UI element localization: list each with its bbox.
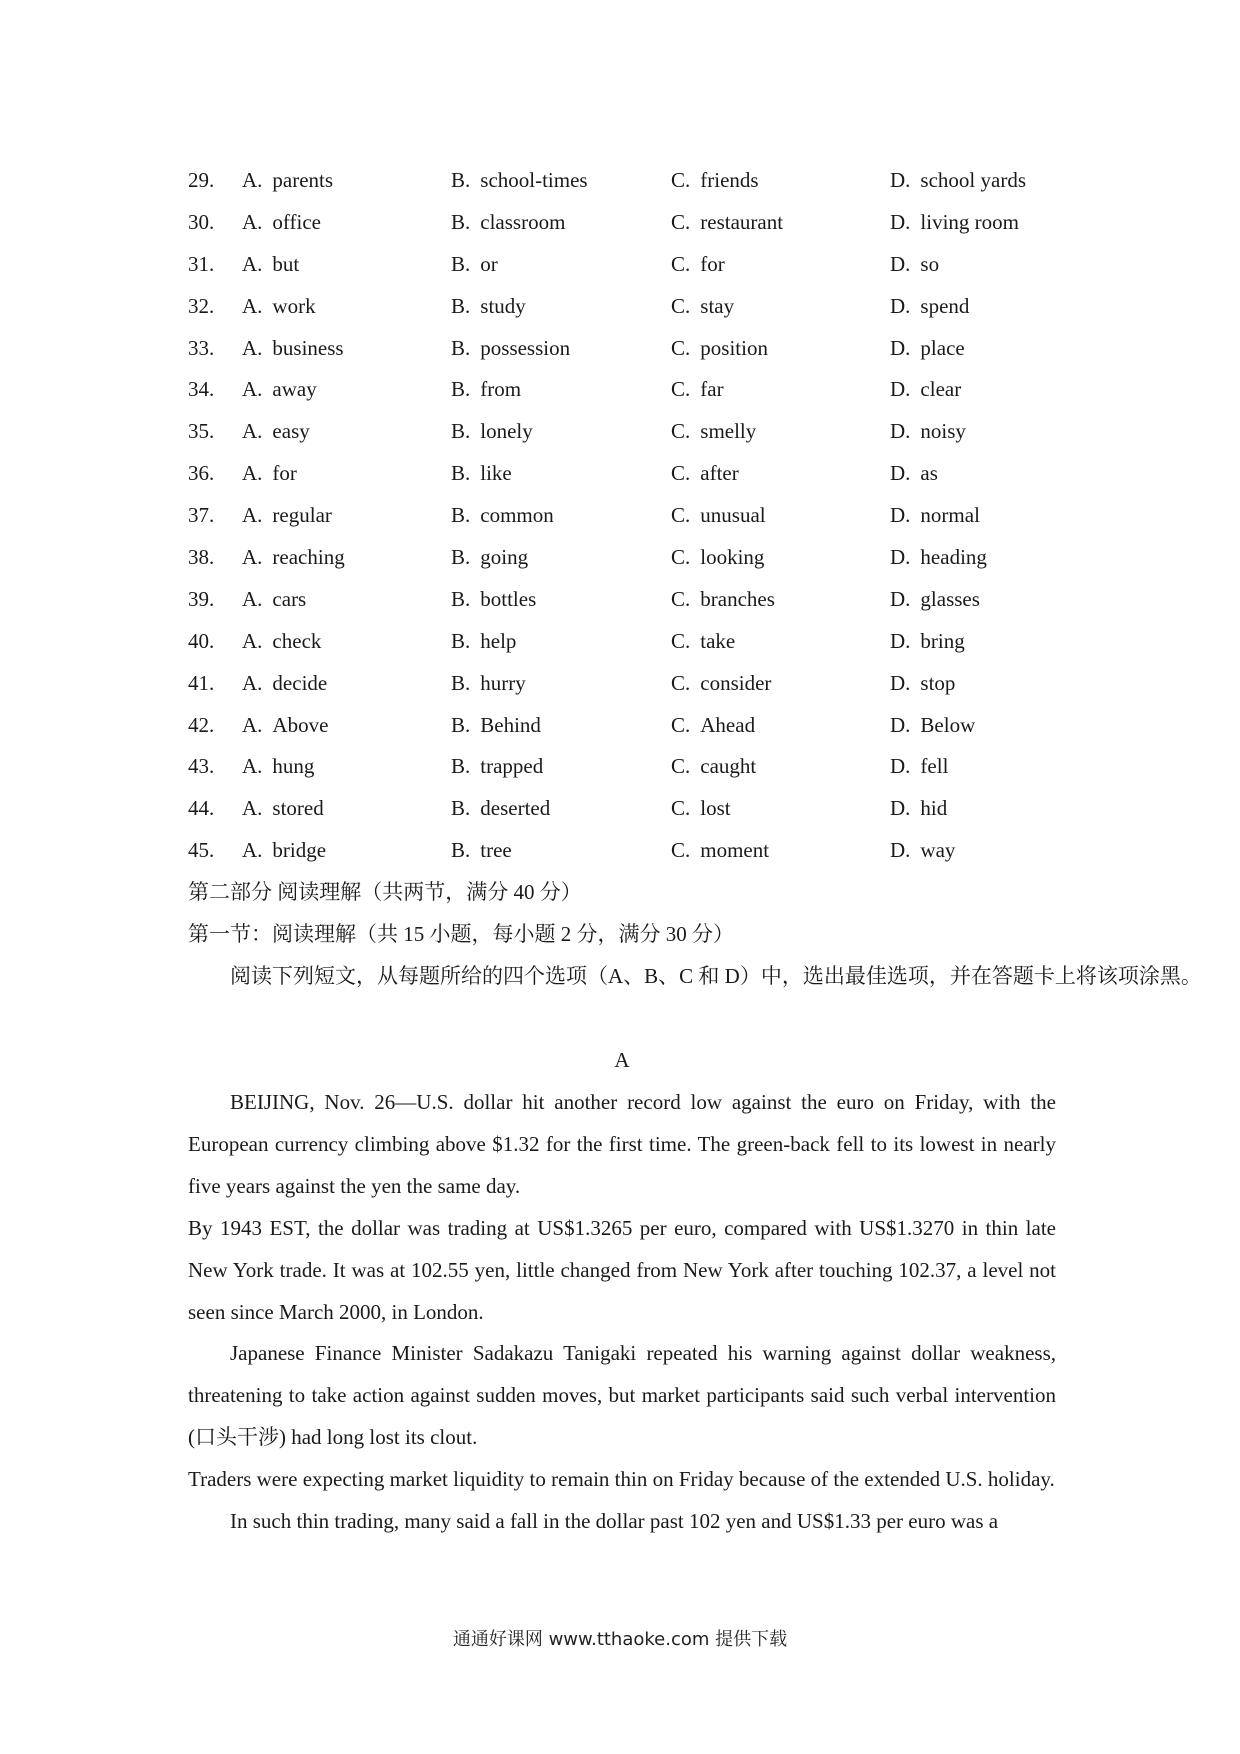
option-letter: D. [890,670,911,695]
option-letter: D. [890,838,911,863]
option-c [671,537,764,579]
option-letter: A. [242,838,263,863]
question-number: 39. [188,586,215,611]
passage-paragraph: Traders were expecting market liquidity to remain thin on Friday because of the extended U.S. holiday. [188,1467,1055,1492]
option-text: work [272,293,316,318]
option-letter: C. [671,628,691,653]
option-text: from [480,377,522,402]
option-b [451,244,498,286]
option-text: stored [272,796,324,821]
option-letter: C. [671,670,691,695]
option-text: lonely [480,419,533,444]
option-b [451,328,570,370]
option-letter: D. [890,628,911,653]
option-d [890,663,955,705]
option-text: lost [700,796,731,821]
option-letter: B. [451,628,471,653]
option-a [242,411,310,453]
option-letter: D. [890,461,911,486]
option-c [671,411,756,453]
question-row [188,160,1068,202]
option-letter: D. [890,712,911,737]
option-d [890,328,965,370]
option-letter: B. [451,293,471,318]
option-letter: C. [671,335,691,360]
option-letter: A. [242,461,263,486]
option-a [242,788,324,830]
option-b [451,537,528,579]
option-d [890,286,969,328]
option-a [242,453,297,495]
option-text: easy [272,419,310,444]
option-d [890,705,975,747]
option-c [671,663,771,705]
question-row [188,369,1068,411]
option-a [242,495,332,537]
option-text: take [700,628,736,653]
option-letter: B. [451,838,471,863]
option-letter: B. [451,670,471,695]
option-letter: A. [242,586,263,611]
option-letter: A. [242,251,263,276]
question-row [188,746,1068,788]
option-text: heading [920,545,987,570]
option-letter: B. [451,545,471,570]
option-letter: D. [890,293,911,318]
option-letter: B. [451,461,471,486]
passage-paragraph: Japanese Finance Minister Sadakazu Tanigaki repeated his warning against dollar weakness, threatening to take action against sudden moves, but market participants said such verbal intervention (口头干涉) had long lost its clout. [188,1341,1056,1450]
option-text: restaurant [700,209,784,234]
option-letter: B. [451,209,471,234]
option-text: parents [272,168,334,192]
question-number: 40. [188,628,215,653]
option-letter: C. [671,168,691,192]
option-letter: D. [890,796,911,821]
option-d [890,411,966,453]
option-text: for [272,461,297,486]
option-a [242,202,321,244]
question-row [188,202,1068,244]
option-text: so [920,251,940,276]
option-text: school-times [480,168,588,192]
option-text: away [272,377,317,402]
option-b [451,202,565,244]
option-letter: B. [451,503,471,528]
option-letter: C. [671,545,691,570]
option-letter: D. [890,251,911,276]
option-text: but [272,251,300,276]
option-letter: B. [451,796,471,821]
option-b [451,495,554,537]
option-b [451,160,588,202]
option-text: Above [272,712,329,737]
question-number: 44. [188,796,215,821]
question-number: 45. [188,838,215,863]
passage-paragraph: By 1943 EST, the dollar was trading at US$1.3265 per euro, compared with US$1.3270 in thin late New York trade. It was at 102.55 yen, little changed from New York after touching 102.37, a level not seen since March 2000, in London. [188,1215,1056,1324]
option-text: stay [700,293,735,318]
option-letter: A. [242,335,263,360]
option-letter: C. [671,754,691,779]
option-text: common [480,503,554,528]
option-letter: C. [671,503,691,528]
page-footer: 通通好课网 www.tthaoke.com 提供下载 [452,1629,788,1650]
option-text: consider [700,670,772,695]
option-text: looking [700,545,765,570]
option-letter: B. [451,712,471,737]
option-text: glasses [920,586,980,611]
option-text: help [480,628,517,653]
option-text: as [920,461,938,486]
section-heading [188,872,1202,998]
option-a [242,537,345,579]
option-letter: D. [890,377,911,402]
option-text: stop [920,670,956,695]
option-letter: D. [890,545,911,570]
option-text: office [272,209,322,234]
question-row [188,579,1068,621]
passage-letter: A [614,1048,630,1072]
option-letter: C. [671,586,691,611]
question-row [188,495,1068,537]
option-letter: A. [242,670,263,695]
option-letter: D. [890,586,911,611]
option-letter: A. [242,503,263,528]
option-text: bottles [480,586,537,611]
option-text: hid [920,796,948,821]
option-c [671,244,725,286]
passage-paragraph: BEIJING, Nov. 26—U.S. dollar hit another record low against the euro on Friday, with the European currency climbing above $1.32 for the first time. The green-back fell to its lowest in nearly five years against the yen the same day. [188,1090,1056,1198]
option-text: or [480,251,498,276]
option-b [451,369,521,411]
question-number: 43. [188,754,215,779]
option-c [671,788,731,830]
option-text: smelly [700,419,757,444]
option-d [890,453,938,495]
option-text: Behind [480,712,541,737]
question-number: 29. [188,168,215,192]
question-number: 32. [188,293,215,318]
option-a [242,621,321,663]
option-text: clear [920,377,962,402]
option-letter: C. [671,209,691,234]
question-row [188,537,1068,579]
option-d [890,621,965,663]
option-d [890,537,987,579]
option-c [671,830,769,872]
option-letter: A. [242,168,263,192]
option-b [451,746,543,788]
option-b [451,286,526,328]
option-c [671,621,735,663]
passage-paragraph: In such thin trading, many said a fall in the dollar past 102 yen and US$1.33 per euro was a [230,1509,999,1534]
question-row [188,328,1068,370]
option-letter: C. [671,293,691,318]
option-text: fell [920,754,949,779]
option-text: caught [700,754,757,779]
option-text: reaching [272,545,345,570]
passage-body [188,1082,1056,1543]
question-number: 33. [188,335,215,360]
option-text: deserted [480,796,551,821]
question-row [188,244,1068,286]
option-text: friends [700,168,759,192]
question-number: 34. [188,377,215,402]
option-d [890,202,1019,244]
option-a [242,705,328,747]
question-number: 35. [188,419,215,444]
option-b [451,705,541,747]
question-number: 36. [188,461,215,486]
sub-title: 第一节：阅读理解（共 15 小题，每小题 2 分，满分 30 分） [188,921,734,946]
option-text: business [272,335,344,360]
option-letter: B. [451,377,471,402]
option-text: living room [920,209,1020,234]
option-text: hung [272,754,315,779]
option-text: regular [272,503,332,528]
option-b [451,621,516,663]
option-letter: C. [671,838,691,863]
option-text: like [480,461,512,486]
part-title: 第二部分 阅读理解（共两节，满分 40 分） [188,880,582,904]
question-row [188,286,1068,328]
option-d [890,746,948,788]
option-letter: C. [671,251,691,276]
instruction-text: 阅读下列短文，从每题所给的四个选项（A、B、C 和 D）中，选出最佳选项，并在答题卡上将该项涂黑。 [230,963,1202,988]
option-text: possession [480,335,571,360]
option-text: far [700,377,724,402]
option-c [671,579,775,621]
option-letter: A. [242,377,263,402]
option-letter: A. [242,293,263,318]
option-letter: A. [242,419,263,444]
question-row [188,788,1068,830]
option-a [242,328,344,370]
option-letter: B. [451,754,471,779]
option-a [242,160,333,202]
option-b [451,788,550,830]
question-number: 42. [188,712,215,737]
question-number: 30. [188,209,215,234]
option-text: for [700,251,725,276]
option-text: bring [920,628,965,653]
question-row [188,663,1068,705]
option-letter: C. [671,419,691,444]
option-letter: A. [242,628,263,653]
option-letter: C. [671,712,691,737]
option-b [451,579,536,621]
option-c [671,328,768,370]
option-a [242,830,326,872]
option-letter: D. [890,168,911,192]
option-c [671,453,739,495]
option-d [890,244,939,286]
option-c [671,202,783,244]
option-text: going [480,545,529,570]
option-text: after [700,461,739,486]
option-letter: B. [451,586,471,611]
option-a [242,746,314,788]
option-text: position [700,335,768,360]
option-a [242,663,327,705]
option-c [671,705,755,747]
question-row [188,705,1068,747]
option-text: study [480,293,526,318]
question-number: 41. [188,670,215,695]
options-list [188,160,1068,872]
option-c [671,495,766,537]
option-text: tree [480,838,512,863]
option-a [242,286,316,328]
option-letter: C. [671,461,691,486]
option-text: hurry [480,670,526,695]
option-letter: B. [451,168,471,192]
option-letter: C. [671,377,691,402]
option-text: spend [920,293,970,318]
option-a [242,579,306,621]
option-letter: B. [451,251,471,276]
option-letter: D. [890,209,911,234]
option-letter: A. [242,712,263,737]
option-text: way [920,838,956,863]
option-letter: A. [242,754,263,779]
question-number: 37. [188,503,215,528]
option-c [671,286,734,328]
option-d [890,579,980,621]
option-c [671,160,759,202]
option-letter: B. [451,335,471,360]
option-b [451,663,526,705]
question-number: 31. [188,251,215,276]
question-number: 38. [188,545,215,570]
option-b [451,830,512,872]
option-b [451,411,533,453]
option-text: place [920,335,965,360]
option-letter: A. [242,209,263,234]
question-row [188,411,1068,453]
option-text: normal [920,503,980,528]
option-d [890,160,1026,202]
option-text: unusual [700,503,766,528]
option-a [242,369,317,411]
option-text: bridge [272,838,327,863]
option-d [890,495,980,537]
option-letter: D. [890,503,911,528]
question-row [188,830,1068,872]
option-text: decide [272,670,328,695]
question-row [188,621,1068,663]
question-row [188,453,1068,495]
option-text: classroom [480,209,566,234]
option-text: noisy [920,419,966,444]
option-b [451,453,512,495]
option-text: check [272,628,322,653]
option-text: cars [272,586,307,611]
option-d [890,788,947,830]
option-letter: A. [242,545,263,570]
option-letter: B. [451,419,471,444]
option-d [890,369,961,411]
option-letter: D. [890,335,911,360]
option-c [671,746,756,788]
option-text: Below [920,712,976,737]
option-text: Ahead [700,712,756,737]
option-text: branches [700,586,775,611]
option-letter: A. [242,796,263,821]
option-letter: D. [890,754,911,779]
option-text: trapped [480,754,544,779]
option-text: moment [700,838,770,863]
option-letter: D. [890,419,911,444]
option-a [242,244,299,286]
option-letter: C. [671,796,691,821]
option-d [890,830,955,872]
option-c [671,369,724,411]
option-text: school yards [920,168,1026,192]
